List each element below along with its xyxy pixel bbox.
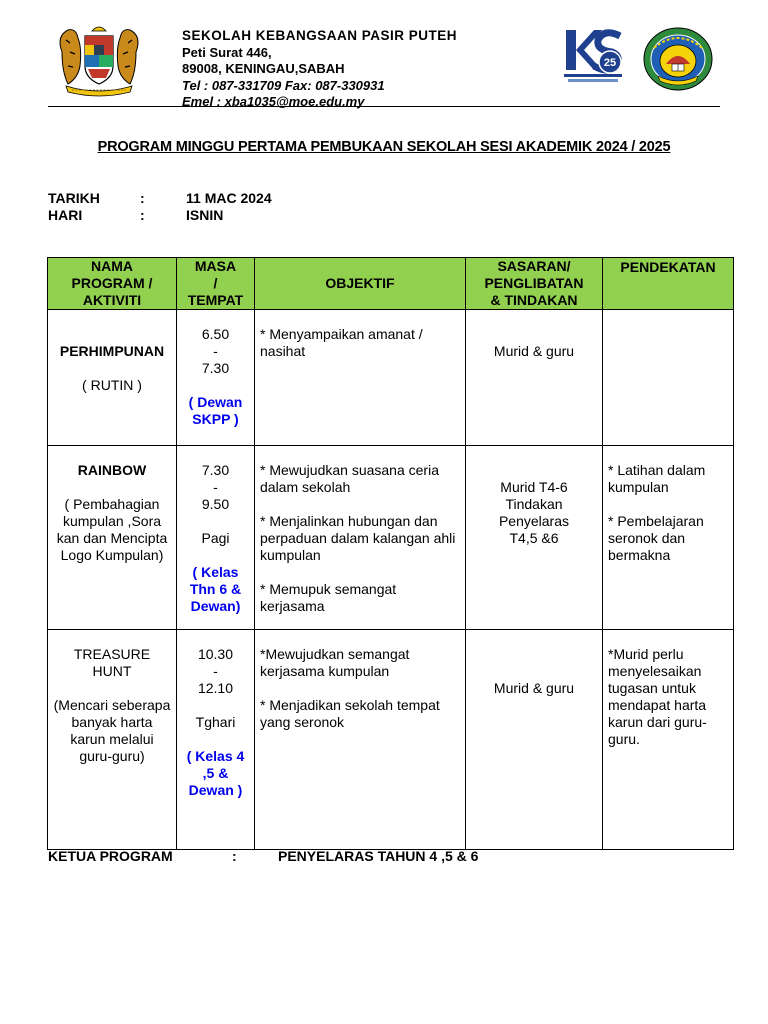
day-value: ISNIN [186,207,224,223]
objective-item: * Menjadikan sekolah tempat yang seronok [260,697,440,730]
time-period: Tghari [195,714,236,730]
header-pendekatan: PENDEKATAN [603,258,734,310]
contact-numbers: Tel : 087-331709 Fax: 087-330931 [182,77,385,93]
school-details [182,28,457,111]
objective-item: * Menjalinkan hubungan dan perpaduan dalam kalangan ahli kumpulan [260,513,456,563]
header-objektif: OBJEKTIF [255,258,466,310]
time-end: 9.50 [201,496,230,512]
malaysia-coat-of-arms-icon [52,22,146,98]
date-colon: : [140,190,145,206]
leader-value: PENYELARAS TAHUN 4 ,5 & 6 [278,848,479,864]
approach-item: * Latihan dalam kumpulan [608,462,706,495]
date-value: 11 MAC 2024 [186,190,272,206]
time-end: 12.10 [197,680,234,696]
program-title: PERHIMPUNAN [59,343,165,359]
place-label: ( Dewan SKPP ) [188,394,243,427]
document-title: PROGRAM MINGGU PERTAMA PEMBUKAAN SEKOLAH SESI AKADEMIK 2024 / 2025 [97,139,671,155]
approach-cell [603,630,734,850]
email-address: Emel : xba1035@moe.edu.my [182,94,365,109]
ks-25-logo-icon [560,24,626,86]
table-row [48,310,734,446]
time-place-cell [177,630,255,850]
target-text: Murid T4-6 Tindakan Penyelaras T4,5 &6 [498,479,570,546]
header-sasaran-line: SASARAN/ [497,258,571,274]
program-table [47,257,734,850]
time-separator: - [213,663,218,679]
time-separator: - [213,479,218,495]
school-seal-logo-icon [642,26,714,92]
program-cell [48,630,177,850]
table-header-row [48,258,734,310]
header-masa-line: / [213,275,218,291]
target-cell: Murid & guru [466,630,603,850]
approach-item: *Murid perlu menyelesaikan tugasan untuk mendapat harta karun dari guru-guru. [608,646,707,747]
objective-item: *Mewujudkan semangat kerjasama kumpulan [260,646,410,679]
program-leader [48,848,728,866]
place-label: ( Kelas 4 ,5 & Dewan ) [186,748,245,798]
time-place-cell [177,446,255,630]
leader-colon: : [232,848,237,864]
time-start: 10.30 [197,646,234,662]
header-masa-line: TEMPAT [187,292,244,308]
objective-item: * Memupuk semangat kerjasama [260,581,397,614]
leader-label: KETUA PROGRAM [48,848,173,864]
objective-item: * Mewujudkan suasana ceria dalam sekolah [260,462,439,495]
header-sasaran-line: & TINDAKAN [490,292,578,308]
time-separator: - [213,343,218,359]
objective-cell [255,630,466,850]
time-place-cell [177,310,255,446]
objective-cell [255,446,466,630]
header-program [48,258,177,310]
place-label: ( Kelas Thn 6 & Dewan) [189,564,242,614]
approach-item: * Pembelajaran seronok dan bermakna [608,513,704,563]
header-program-line: NAMA [91,258,133,274]
objective-cell [255,310,466,446]
school-name: SEKOLAH KEBANGSAAN PASIR PUTEH [182,28,458,43]
program-subtitle: ( RUTIN ) [82,377,142,393]
header-program-line: AKTIVITI [82,292,142,308]
day-label: HARI [48,207,83,223]
time-period: Pagi [201,530,230,546]
approach-cell [603,446,734,630]
svg-text:25: 25 [603,57,617,69]
time-start: 7.30 [201,462,230,478]
program-cell [48,310,177,446]
header-masa [177,258,255,310]
program-subtitle: (Mencari seberapa banyak harta karun melalui guru-guru) [53,697,171,764]
objective-item: * Menyampaikan amanat / nasihat [260,326,423,359]
time-end: 7.30 [201,360,230,376]
letterhead-divider [48,106,720,107]
header-sasaran-line: PENGLIBATAN [484,275,584,291]
header-masa-line: MASA [194,258,237,274]
address-line-2: 89008, KENINGAU,SABAH [182,61,345,76]
target-cell: Murid & guru [466,310,603,446]
table-row [48,446,734,630]
header-program-line: PROGRAM / [71,275,153,291]
table-row [48,630,734,850]
program-subtitle: ( Pembahagian kumpulan ,Sora kan dan Mencipta Logo Kumpulan) [56,496,168,563]
approach-cell [603,310,734,446]
date-label: TARIKH [48,190,100,206]
program-title: TREASURE HUNT [73,646,151,679]
header-sasaran [466,258,603,310]
program-title: RAINBOW [77,462,147,478]
target-cell [466,446,603,630]
program-cell [48,446,177,630]
time-start: 6.50 [201,326,230,342]
day-colon: : [140,207,145,223]
letterhead [0,0,768,112]
address-line-1: Peti Surat 446, [182,44,272,60]
